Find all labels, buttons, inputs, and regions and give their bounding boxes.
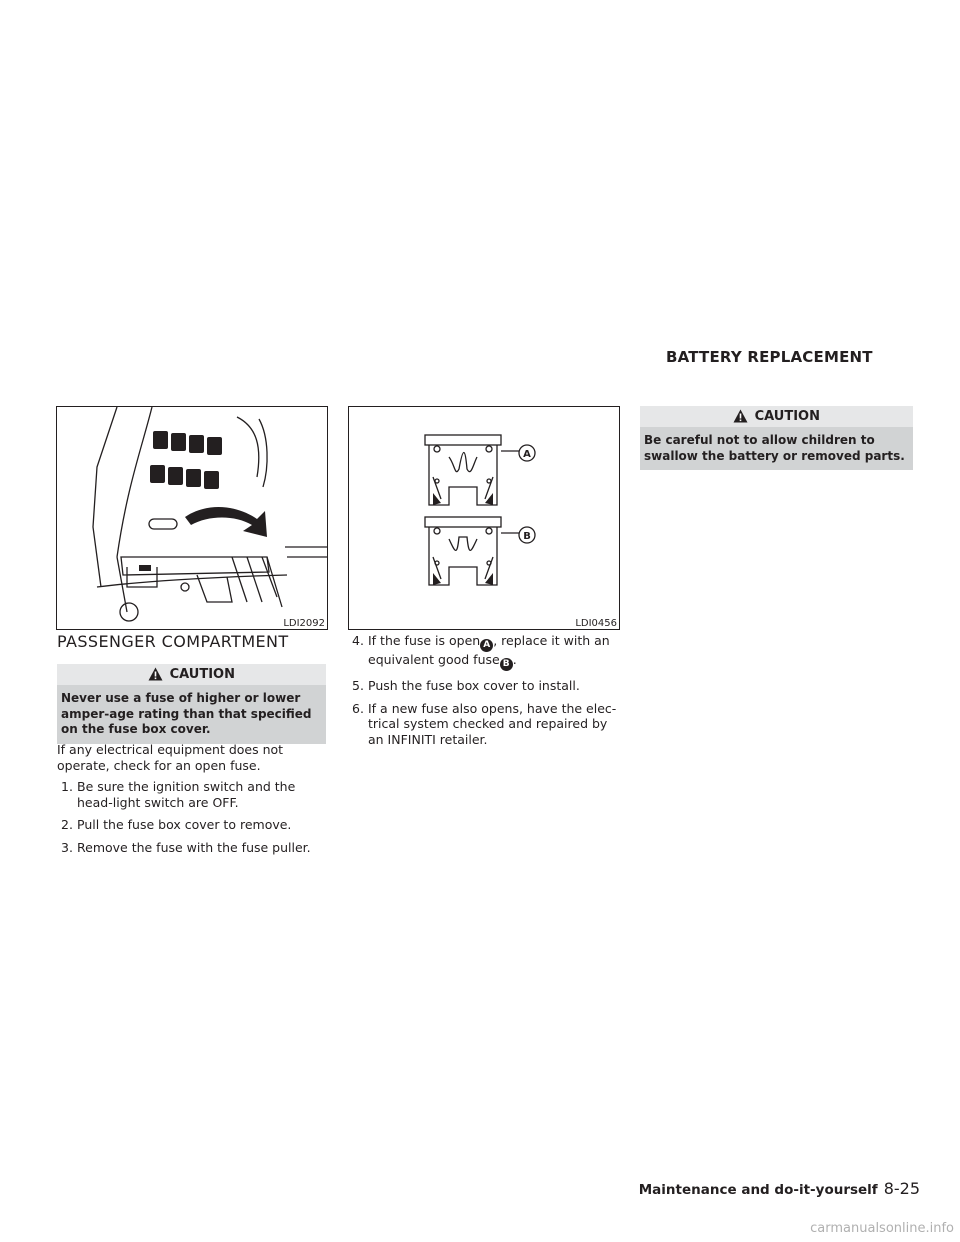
warning-icon — [148, 667, 163, 681]
section-heading: PASSENGER COMPARTMENT — [57, 632, 289, 651]
figure-code: LDI2092 — [283, 618, 325, 629]
list-item: 6. If a new fuse also opens, have the elec-trical system checked and repaired by an INFINITI retailer. — [352, 700, 617, 747]
fuse-box-illustration — [56, 406, 328, 630]
section-title: BATTERY REPLACEMENT — [666, 348, 873, 366]
page-number: 8-25 — [883, 1179, 920, 1198]
caution-box — [640, 406, 913, 470]
page-footer — [639, 1179, 920, 1198]
intro-paragraph: If any electrical equipment does not operate, check for an open fuse. — [57, 742, 284, 773]
steps-list — [57, 779, 326, 862]
caution-text: Be careful not to allow children to swallow the battery or removed parts. — [644, 433, 905, 463]
watermark: carmanualsonline.info — [810, 1221, 954, 1236]
fuse-drawing — [349, 407, 619, 629]
caution-header — [640, 406, 913, 427]
caution-label: CAUTION — [169, 667, 235, 682]
list-item: 5. Push the fuse box cover to install. — [352, 678, 580, 693]
warning-icon — [733, 409, 748, 423]
caution-label: CAUTION — [754, 409, 820, 424]
caution-text: Never use a fuse of higher or lower amper-age rating than that specified on the fuse box cover. — [61, 691, 312, 736]
callout-a-label: A — [523, 449, 531, 460]
figure-code: LDI0456 — [575, 618, 617, 629]
marker-b-icon: B — [500, 658, 513, 671]
caution-box — [57, 664, 326, 744]
list-item: 2. Pull the fuse box cover to remove. — [61, 817, 292, 832]
list-item: 1. Be sure the ignition switch and the head-light switch are OFF. — [61, 779, 296, 810]
list-item: 3. Remove the fuse with the fuse puller. — [61, 839, 311, 855]
fuse-box-drawing — [57, 407, 327, 629]
caution-header — [57, 664, 326, 685]
fuse-comparison-illustration — [348, 406, 620, 630]
steps-list-continued — [348, 633, 618, 754]
marker-a-icon: A — [480, 639, 493, 652]
chapter-title: Maintenance and do-it-yourself — [638, 1182, 878, 1198]
callout-b-label: B — [523, 531, 531, 542]
list-item: 4. If the fuse is open A , replace it with an equivalent good fuse B . — [352, 633, 610, 669]
